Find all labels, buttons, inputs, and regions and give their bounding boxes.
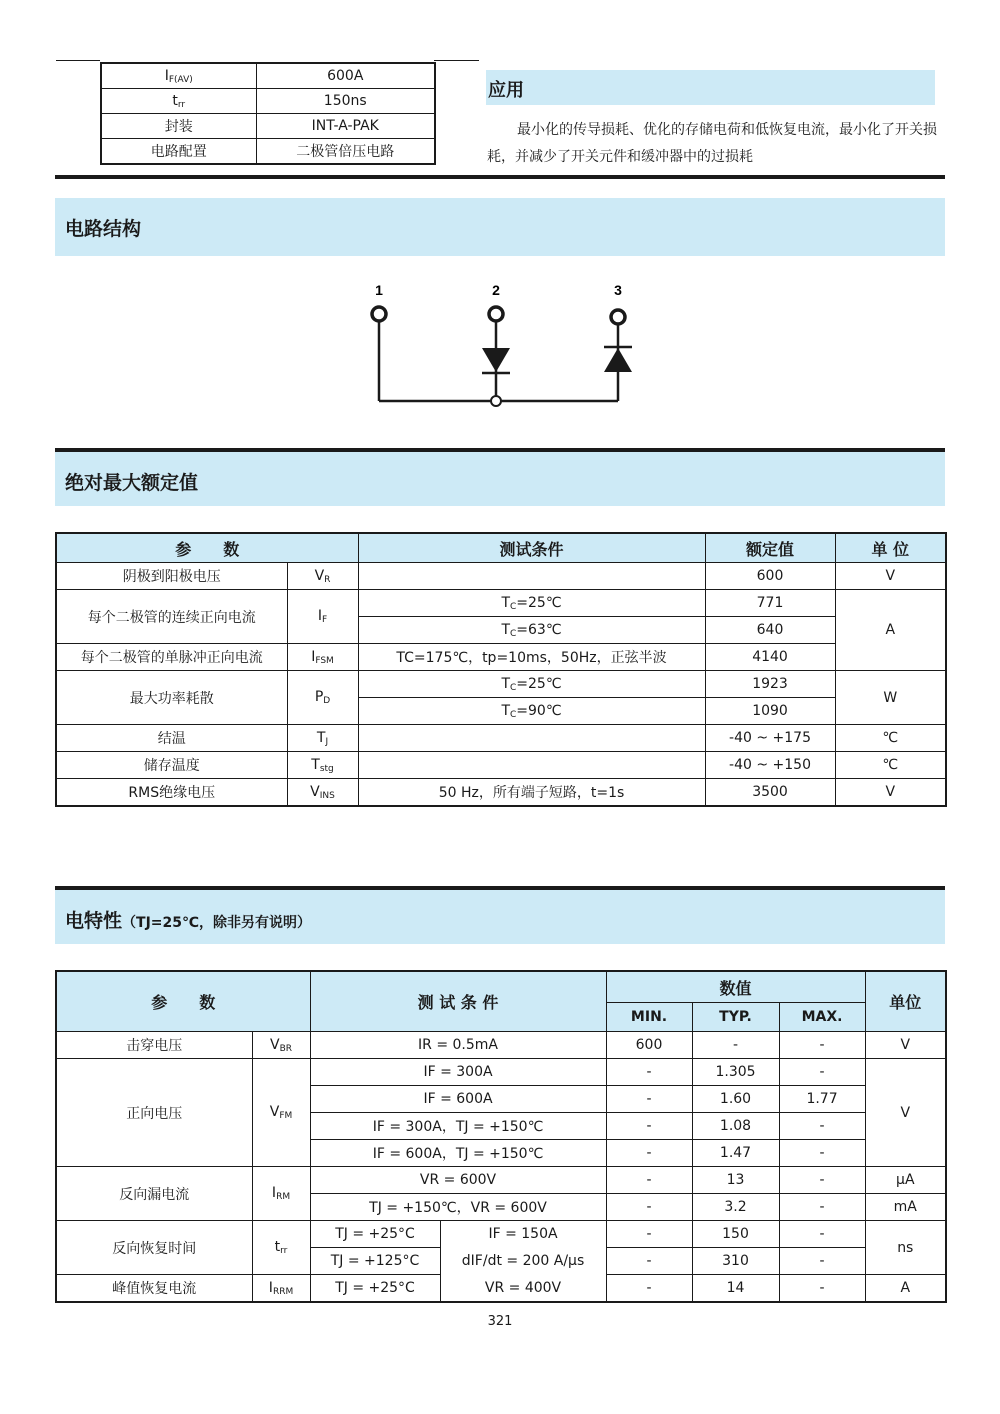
rated-value: 1090 (705, 698, 835, 725)
table-row (56, 779, 946, 807)
summary-param: $I_{F(AV)}$ (101, 63, 256, 89)
test-condition: $T_C=63℃$ (358, 617, 705, 644)
test-condition: TJ = +125°C (310, 1248, 440, 1275)
diode-down (482, 348, 510, 373)
test-condition: $T_C=25℃$ (358, 590, 705, 617)
param-symbol: $V_{INS}$ (287, 779, 358, 807)
max-value: - (779, 1059, 865, 1086)
rated-value: 640 (705, 617, 835, 644)
max-value: 1.77 (779, 1086, 865, 1113)
diode-up (604, 347, 632, 372)
elec-header-param: 参 数 (56, 971, 310, 1032)
elec-header-values: 数值 (606, 971, 865, 1003)
rated-value: 1923 (705, 671, 835, 698)
ratings-table (55, 532, 947, 807)
unit: A (835, 590, 946, 671)
table-row (56, 1032, 946, 1059)
table-row (56, 1167, 946, 1194)
table-row (56, 1275, 946, 1303)
param-name: RMS绝缘电压 (56, 779, 287, 807)
summary-row (101, 89, 435, 114)
param-symbol: $I_{FSM}$ (287, 644, 358, 671)
pin-label-3: 3 (614, 282, 622, 298)
test-condition-shared: VR = 400V (440, 1275, 606, 1303)
pin-label-2: 2 (492, 282, 500, 298)
test-condition-shared: IF = 150A (440, 1221, 606, 1248)
param-symbol: $I_{RM}$ (252, 1167, 310, 1221)
test-condition: IF = 300A，TJ = +150℃ (310, 1113, 606, 1140)
circuit-diagram (350, 276, 650, 411)
param-symbol: $T_{stg}$ (287, 752, 358, 779)
min-value: - (606, 1194, 692, 1221)
param-symbol: $V_R$ (287, 563, 358, 590)
summary-row (101, 139, 435, 165)
unit: A (865, 1275, 946, 1303)
ratings-header-unit: 单 位 (835, 533, 946, 563)
table-row (56, 752, 946, 779)
typ-value: 310 (692, 1248, 779, 1275)
rated-value: 600 (705, 563, 835, 590)
rated-value: -40 ~ +150 (705, 752, 835, 779)
circuit-section-header (55, 198, 945, 256)
max-value: - (779, 1221, 865, 1248)
min-value: - (606, 1248, 692, 1275)
ratings-header-cond: 测试条件 (358, 533, 705, 563)
elec-header-typ: TYP. (692, 1003, 779, 1032)
param-name: 击穿电压 (56, 1032, 252, 1059)
top-rule-left (56, 60, 100, 61)
param-name: 最大功率耗散 (56, 671, 287, 725)
table-row (56, 671, 946, 698)
min-value: - (606, 1275, 692, 1303)
param-name: 储存温度 (56, 752, 287, 779)
ratings-section-title: 绝对最大额定值 (65, 472, 199, 494)
table-row (56, 563, 946, 590)
min-value: - (606, 1113, 692, 1140)
section-rule (55, 175, 945, 179)
param-symbol: $P_D$ (287, 671, 358, 725)
elec-header-max: MAX. (779, 1003, 865, 1032)
summary-value: 600A (256, 63, 435, 89)
typ-value: 14 (692, 1275, 779, 1303)
test-condition: IF = 300A (310, 1059, 606, 1086)
param-symbol: $t_{rr}$ (252, 1221, 310, 1275)
unit: V (865, 1032, 946, 1059)
test-condition: TJ = +150℃，VR = 600V (310, 1194, 606, 1221)
param-name: 每个二极管的连续正向电流 (56, 590, 287, 644)
param-name: 阴极到阳极电压 (56, 563, 287, 590)
max-value: - (779, 1032, 865, 1059)
min-value: - (606, 1059, 692, 1086)
top-rule-right (434, 60, 479, 61)
param-symbol: $T_J$ (287, 725, 358, 752)
min-value: - (606, 1086, 692, 1113)
test-condition (358, 563, 705, 590)
param-name: 每个二极管的单脉冲正向电流 (56, 644, 287, 671)
unit: V (835, 779, 946, 807)
summary-param: 封装 (101, 114, 256, 139)
test-condition-shared: dIF/dt = 200 A/μs (440, 1248, 606, 1275)
param-symbol: $I_F$ (287, 590, 358, 644)
electrical-header-row (56, 971, 946, 1003)
test-condition (358, 752, 705, 779)
test-condition: 50 Hz，所有端子短路，t=1s (358, 779, 705, 807)
summary-value: 二极管倍压电路 (256, 139, 435, 165)
param-symbol: $V_{FM}$ (252, 1059, 310, 1167)
page-number: 321 (487, 1314, 513, 1329)
elec-header-cond: 测 试 条 件 (310, 971, 606, 1032)
ratings-section-header (55, 452, 945, 506)
typ-value: 1.47 (692, 1140, 779, 1167)
application-text: 最小化的传导损耗、优化的存储电荷和低恢复电流，最小化了开关损耗，并减少了开关元件和缓冲器中的过损耗 (487, 122, 937, 165)
param-name: 反向漏电流 (56, 1167, 252, 1221)
ratings-header-row (56, 533, 946, 563)
test-condition: $T_C=90℃$ (358, 698, 705, 725)
max-value: - (779, 1194, 865, 1221)
unit: W (835, 671, 946, 725)
summary-value: INT-A-PAK (256, 114, 435, 139)
unit: ℃ (835, 752, 946, 779)
typ-value: 3.2 (692, 1194, 779, 1221)
application-title: 应用 (488, 80, 524, 101)
param-symbol: $V_{BR}$ (252, 1032, 310, 1059)
test-condition: VR = 600V (310, 1167, 606, 1194)
table-row (56, 1059, 946, 1086)
unit: ns (865, 1221, 946, 1275)
max-value: - (779, 1113, 865, 1140)
terminal-2 (489, 307, 503, 321)
unit: V (835, 563, 946, 590)
circuit-section-title: 电路结构 (65, 218, 142, 240)
typ-value: 1.305 (692, 1059, 779, 1086)
unit: mA (865, 1194, 946, 1221)
param-name: 正向电压 (56, 1059, 252, 1167)
typ-value: - (692, 1032, 779, 1059)
ratings-header-param: 参 数 (56, 533, 358, 563)
unit: ℃ (835, 725, 946, 752)
param-symbol: $I_{RRM}$ (252, 1275, 310, 1303)
unit: μA (865, 1167, 946, 1194)
summary-table (100, 62, 436, 165)
test-condition: TJ = +25°C (310, 1275, 440, 1303)
test-condition: $T_C=25℃$ (358, 671, 705, 698)
min-value: - (606, 1221, 692, 1248)
terminal-3 (611, 310, 625, 324)
summary-value: 150ns (256, 89, 435, 114)
rated-value: 771 (705, 590, 835, 617)
typ-value: 1.08 (692, 1113, 779, 1140)
junction-node (491, 396, 501, 406)
electrical-section-header (55, 890, 945, 944)
summary-param: $t_{rr}$ (101, 89, 256, 114)
test-condition: IF = 600A (310, 1086, 606, 1113)
typ-value: 13 (692, 1167, 779, 1194)
test-condition: TJ = +25°C (310, 1221, 440, 1248)
pin-label-1: 1 (375, 282, 383, 298)
rated-value: 4140 (705, 644, 835, 671)
application-header (486, 70, 935, 105)
typ-value: 1.60 (692, 1086, 779, 1113)
min-value: 600 (606, 1032, 692, 1059)
summary-param: 电路配置 (101, 139, 256, 165)
terminal-1 (372, 307, 386, 321)
param-name: 峰值恢复电流 (56, 1275, 252, 1303)
unit: V (865, 1059, 946, 1167)
param-name: 结温 (56, 725, 287, 752)
table-row (56, 1221, 946, 1248)
max-value: - (779, 1275, 865, 1303)
table-row (56, 590, 946, 617)
min-value: - (606, 1167, 692, 1194)
elec-header-unit: 单位 (865, 971, 946, 1032)
test-condition (358, 725, 705, 752)
test-condition: TC=175℃，tp=10ms，50Hz，正弦半波 (358, 644, 705, 671)
electrical-title-note: （TJ=25℃，除非另有说明） (122, 915, 311, 931)
ratings-header-rated: 额定值 (705, 533, 835, 563)
rated-value: 3500 (705, 779, 835, 807)
typ-value: 150 (692, 1221, 779, 1248)
summary-row (101, 114, 435, 139)
table-row (56, 725, 946, 752)
max-value: - (779, 1140, 865, 1167)
rated-value: -40 ~ +175 (705, 725, 835, 752)
min-value: - (606, 1140, 692, 1167)
elec-header-min: MIN. (606, 1003, 692, 1032)
electrical-table (55, 970, 947, 1303)
test-condition: IR = 0.5mA (310, 1032, 606, 1059)
max-value: - (779, 1248, 865, 1275)
test-condition: IF = 600A，TJ = +150℃ (310, 1140, 606, 1167)
summary-row (101, 63, 435, 89)
electrical-section-title: 电特性（TJ=25℃，除非另有说明） (65, 910, 311, 932)
table-row (56, 644, 946, 671)
param-name: 反向恢复时间 (56, 1221, 252, 1275)
max-value: - (779, 1167, 865, 1194)
